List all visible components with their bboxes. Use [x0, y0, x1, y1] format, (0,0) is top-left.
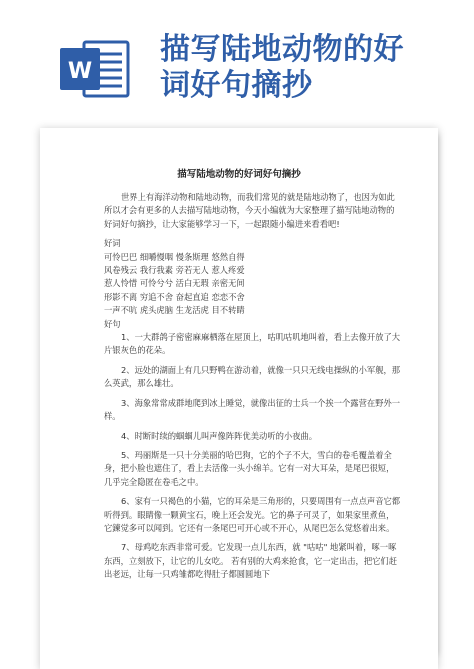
sentences-heading: 好句 — [104, 318, 121, 329]
sentence-list — [104, 331, 402, 582]
sentence-item: 4、时断时续的蝈蝈儿叫声像阵阵优美动听的小夜曲。 — [121, 430, 318, 441]
word-doc-icon — [58, 38, 132, 100]
document-body — [104, 191, 402, 588]
intro-paragraph: 世界上有海洋动物和陆地动物，而我们常见的就是陆地动物了，也因为如此所以才会有更多的人去描写陆地动物，今天小编就为大家整理了描写陆地动物的好词好句摘抄，让大家能够学习一下，一起跟随小编进来看看吧! — [104, 192, 395, 229]
banner-title-line1: 描写陆地动物的好 — [160, 32, 404, 67]
sentence-item: 3、海象常常成群地爬到冰上睡觉，就像出征的士兵一个挨一个露营在野外一样。 — [104, 397, 401, 422]
sentence-item: 7、母鸡吃东西非常可爱。它发现一点儿东西，就 "咕咕" 地紧叫着，啄一啄东西，立刻放下，让它的儿女吃。 若有别的大鸡来抢食，它一定出击，把它们赶出老远，让每一只鸡雏都吃得肚子都圆圆地下 — [104, 542, 398, 580]
sentence-item: 6、家有一只褐色的小猫，它的耳朵是三角形的，只要周围有一点点声音它都听得到。眼睛像一颗黄宝石，晚上还会发光。它的鼻子可灵了，如果家里煮鱼，它鍊觉多可以闻到。它还有一条尾巴可开心或不开心，从尾巴怎么觉悠着出来。 — [104, 496, 401, 533]
document-title: 描写陆地动物的好词好句摘抄 — [177, 169, 301, 180]
sentence-item: 5、玛丽斯是一只十分美丽的哈巴狗，它的个子不大，雪白的卷毛覆盖着全身，把小脸也遮住了，看上去活像一头小绵羊。它有一对大耳朵，是尾巴很短，几乎完全隐匿在卷毛之中。 — [104, 449, 395, 487]
word-line: 一声不吭 虎头虎脑 生龙活虎 目不转睛 — [104, 305, 245, 316]
word-line: 风卷残云 我行我素 旁若无人 惹人疼爱 — [104, 265, 245, 276]
document-page — [40, 128, 438, 669]
word-line: 可怜巴巴 细嚼慢咽 慢条斯理 悠然自得 — [104, 251, 245, 262]
banner-title — [160, 32, 460, 104]
word-list — [104, 251, 402, 318]
sentence-item: 2、远处的湖面上有几只野鸭在游动着，就像一只只无线电操纵的小军舰，那么英武，那么雄壮。 — [104, 364, 401, 389]
word-line: 惹人怜惜 可怜兮兮 活白无瑕 亲密无间 — [104, 278, 245, 289]
words-heading: 好词 — [104, 238, 121, 249]
svg-text:W: W — [67, 59, 93, 84]
banner — [0, 0, 474, 128]
sentence-item: 1、一大群鸽子密密麻麻栖落在屋顶上，咕叽咕叽地叫着，看上去像开放了大片银灰色的花朵。 — [104, 332, 401, 356]
word-line: 形影不离 穷追不舍 奋起直追 恋恋不舍 — [104, 291, 245, 302]
banner-title-line2: 词好句摘抄 — [160, 68, 313, 103]
